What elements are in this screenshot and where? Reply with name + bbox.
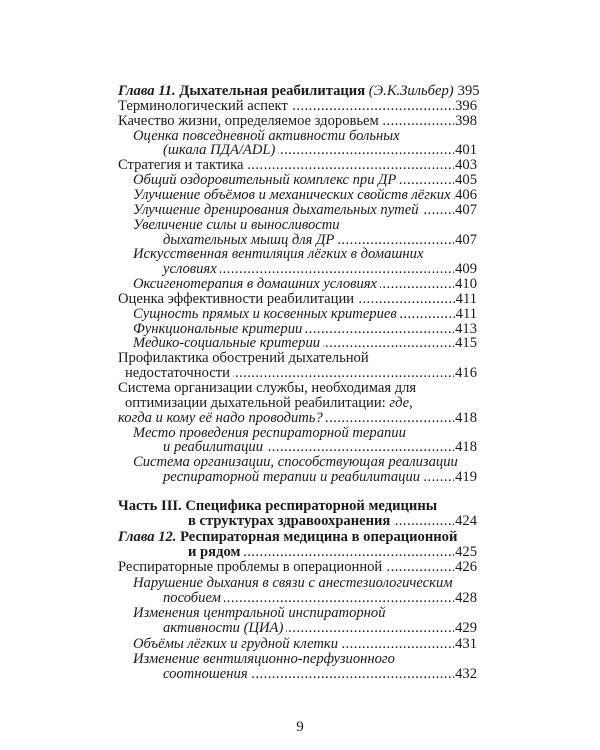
toc-entry-title bbox=[118, 560, 382, 575]
toc-entry-title bbox=[163, 262, 217, 277]
toc-entry-continuation bbox=[0, 411, 477, 426]
toc-text-segment: дыхательных мышц для ДР bbox=[163, 231, 335, 248]
toc-text-segment: Медико-социальные критерии bbox=[133, 335, 321, 352]
toc-text-segment: и реабилитации bbox=[163, 439, 264, 456]
toc-page-number: 411 bbox=[455, 290, 477, 307]
toc-page-number: 419 bbox=[455, 469, 477, 486]
toc-text-segment: Оксигенотерапия в домашних условиях bbox=[133, 276, 378, 293]
dot-leader bbox=[233, 366, 454, 381]
toc-text-segment: Стратегия и тактика bbox=[118, 157, 244, 174]
toc-entry-title bbox=[125, 396, 413, 411]
toc-text-segment: Профилактика обострений дыхательной bbox=[118, 350, 369, 367]
toc-entry bbox=[0, 158, 477, 173]
dot-leader bbox=[385, 560, 454, 575]
toc-text-segment: Изменения центральной инспираторной bbox=[133, 605, 386, 622]
toc-entry bbox=[0, 336, 477, 351]
toc-entry-title bbox=[163, 440, 263, 455]
toc-page-number: 425 bbox=[455, 543, 477, 560]
dot-leader bbox=[393, 514, 454, 529]
toc-entry-continuation bbox=[0, 514, 477, 529]
dot-leader bbox=[382, 114, 454, 129]
toc-text-segment: Респираторная медицина в операционной bbox=[176, 528, 458, 545]
dot-leader bbox=[278, 143, 454, 158]
toc-page-number: 416 bbox=[455, 365, 477, 382]
toc-entry-title bbox=[163, 470, 420, 485]
toc-text-segment: Качество жизни, определяемое здоровьем bbox=[118, 112, 379, 129]
toc-page-number: 396 bbox=[455, 97, 477, 114]
dot-leader bbox=[246, 158, 454, 173]
dot-leader bbox=[305, 322, 454, 337]
toc-entry-title bbox=[118, 99, 288, 114]
toc-entry-continuation bbox=[0, 262, 477, 277]
dot-leader bbox=[220, 262, 454, 277]
toc-entry bbox=[0, 218, 477, 233]
toc-entry bbox=[0, 381, 477, 396]
toc-text-segment: Искусственная вентиляция лёгких в домашних bbox=[133, 246, 424, 263]
toc-text-segment: когда и кому её надо проводить? bbox=[118, 409, 323, 426]
toc-text-segment: Дыхательная реабилитация bbox=[175, 83, 369, 99]
toc-entry bbox=[0, 83, 480, 99]
toc-text-segment: (шкала ПДА/ADL) bbox=[163, 142, 276, 159]
toc-entry-continuation bbox=[0, 233, 477, 248]
toc-text-segment: оптимизации дыхательной реабилитации: bbox=[125, 394, 390, 411]
dot-leader bbox=[423, 470, 454, 485]
dot-leader bbox=[291, 99, 454, 114]
toc-page-number: 407 bbox=[455, 231, 477, 248]
toc-entry bbox=[0, 652, 477, 667]
toc-entry bbox=[0, 247, 477, 262]
toc-text-segment: (Э.К.Зильбер) bbox=[368, 83, 454, 99]
toc-text-segment: недостаточности bbox=[125, 365, 230, 382]
toc-entry-title bbox=[133, 203, 419, 218]
toc-text-segment: Нарушение дыхания в связи с анестезиологическим bbox=[133, 574, 453, 591]
dot-leader bbox=[224, 591, 454, 606]
toc-entry bbox=[0, 322, 477, 337]
toc-entry-title bbox=[163, 621, 283, 636]
toc-entry bbox=[0, 114, 477, 129]
toc-text-segment: Респираторные проблемы в операционной bbox=[118, 559, 383, 576]
toc-entry-continuation bbox=[0, 396, 477, 411]
toc-entry-continuation bbox=[0, 667, 477, 682]
toc-text-segment: Часть III. Специфика респираторной медицины bbox=[118, 498, 438, 514]
toc-text-segment: Место проведения респираторной терапии bbox=[133, 424, 406, 441]
toc-entry-title bbox=[133, 652, 395, 667]
toc-entry-title bbox=[133, 173, 396, 188]
toc-entry bbox=[0, 530, 477, 545]
toc-entry-title bbox=[163, 667, 248, 682]
toc-text-segment: соотношения bbox=[163, 666, 248, 683]
toc-entry bbox=[0, 576, 477, 591]
toc-text-segment: Система организации, способствующая реализации bbox=[133, 454, 458, 471]
toc-text-segment: Оценка повседневной активности больных bbox=[133, 127, 400, 144]
toc-text-segment: Изменение вентиляционно-перфузионного bbox=[133, 651, 395, 667]
dot-leader bbox=[400, 307, 455, 322]
page-number: 9 bbox=[296, 719, 304, 735]
toc-entry-title bbox=[133, 637, 338, 652]
dot-leader bbox=[243, 545, 454, 560]
toc-page-number: 432 bbox=[455, 666, 477, 683]
toc-page-number: 395 bbox=[457, 83, 480, 99]
toc-page-number: 429 bbox=[455, 620, 477, 637]
toc-text-segment: Система организации службы, необходимая для bbox=[118, 380, 417, 396]
toc-page-number: 406 bbox=[455, 186, 477, 203]
toc-text-segment: Функциональные критерии bbox=[133, 320, 303, 337]
dot-leader bbox=[380, 277, 454, 292]
toc-page-number: 401 bbox=[455, 142, 477, 159]
dot-leader bbox=[266, 440, 454, 455]
toc-entry bbox=[0, 637, 477, 652]
dot-leader bbox=[341, 637, 454, 652]
toc-entry-title bbox=[118, 499, 437, 514]
toc-text-segment: Глава 12. bbox=[118, 528, 177, 545]
dot-leader bbox=[454, 188, 455, 203]
toc-entry-title bbox=[188, 514, 390, 529]
toc-entry bbox=[0, 426, 477, 441]
dot-leader bbox=[326, 411, 454, 426]
toc-text-segment: респираторной терапии и реабилитации bbox=[163, 469, 421, 486]
toc-entry-title bbox=[133, 426, 406, 441]
toc-entry-title bbox=[163, 591, 221, 606]
toc-entry-continuation bbox=[0, 440, 477, 455]
toc-entry-title bbox=[118, 114, 379, 129]
toc-entry-title bbox=[133, 576, 453, 591]
toc-entry bbox=[0, 606, 477, 621]
toc-entry bbox=[0, 560, 477, 575]
toc-page-number: 405 bbox=[455, 172, 477, 189]
toc-entry-title bbox=[188, 545, 240, 560]
toc-entry bbox=[0, 188, 477, 203]
toc-page-number: 407 bbox=[455, 201, 477, 218]
toc-entry-continuation bbox=[0, 366, 477, 381]
toc-entry-title bbox=[118, 292, 354, 307]
toc-entry-title bbox=[118, 530, 457, 545]
toc-entry-title bbox=[133, 322, 302, 337]
toc-page-number: 413 bbox=[455, 320, 477, 337]
toc-entry bbox=[0, 292, 477, 307]
toc-page-number: 424 bbox=[455, 513, 477, 530]
toc-text-segment: активности (ЦИА) bbox=[163, 620, 284, 637]
toc-entry-title bbox=[133, 218, 340, 233]
toc-entry-title bbox=[133, 455, 458, 470]
dot-leader bbox=[337, 233, 454, 248]
dot-leader bbox=[357, 292, 455, 307]
toc-text-segment: пособием bbox=[163, 589, 221, 606]
toc-text-segment: Сущность прямых и косвенных критериев bbox=[133, 305, 397, 322]
dot-leader bbox=[399, 173, 454, 188]
toc-entry-title bbox=[133, 336, 320, 351]
toc-entry-title bbox=[133, 277, 377, 292]
toc-page-number: 411 bbox=[455, 305, 477, 322]
toc-page-number: 418 bbox=[455, 409, 477, 426]
toc-text-segment: условиях bbox=[163, 261, 217, 278]
dot-leader bbox=[422, 203, 455, 218]
toc-entry bbox=[0, 99, 477, 114]
toc-entry bbox=[0, 129, 477, 144]
toc-text-segment: в структурах здравоохранения bbox=[188, 513, 391, 530]
toc-text-segment: Улучшение объёмов и механических свойств лёгких bbox=[133, 186, 451, 203]
toc-entry-title bbox=[163, 233, 334, 248]
toc-entry-continuation bbox=[0, 545, 477, 560]
dot-leader bbox=[286, 621, 454, 636]
toc-entry-title bbox=[118, 411, 323, 426]
toc-entry-title bbox=[133, 307, 397, 322]
toc-page-number: 415 bbox=[455, 335, 477, 352]
toc-entry bbox=[0, 203, 477, 218]
toc-text-segment: Улучшение дренирования дыхательных путей bbox=[133, 201, 419, 218]
toc-page-number: 398 bbox=[455, 112, 477, 129]
toc-entry-title bbox=[133, 188, 451, 203]
toc-page-number: 431 bbox=[455, 635, 477, 652]
toc-entry-title bbox=[118, 381, 416, 396]
toc-entry-title bbox=[163, 143, 275, 158]
toc-entry bbox=[0, 351, 477, 366]
toc-text-segment: Терминологический аспект bbox=[118, 97, 288, 114]
toc-text-segment: Увеличение силы и выносливости bbox=[133, 216, 340, 233]
toc-entry-continuation bbox=[0, 470, 477, 485]
dot-leader bbox=[251, 667, 455, 682]
toc-entry bbox=[0, 173, 477, 188]
toc-page-number: 428 bbox=[455, 589, 477, 606]
toc-entry-continuation bbox=[0, 591, 477, 606]
toc-text-segment: Объёмы лёгких и грудной клетки bbox=[133, 635, 339, 652]
toc-entry-title bbox=[133, 247, 423, 262]
toc-entry-title bbox=[125, 366, 230, 381]
toc-text-segment: Оценка эффективности реабилитации bbox=[118, 290, 355, 307]
toc-text-segment: Глава 11. bbox=[118, 83, 176, 99]
toc-page-number: 403 bbox=[455, 157, 477, 174]
toc-page-number: 409 bbox=[455, 261, 477, 278]
toc-page-number: 410 bbox=[455, 276, 477, 293]
toc-entry-continuation bbox=[0, 621, 477, 636]
toc-entry-title bbox=[118, 351, 369, 366]
toc-entry bbox=[0, 455, 477, 470]
toc-text-segment: и рядом bbox=[188, 543, 241, 560]
toc-entry-title bbox=[133, 129, 400, 144]
toc-page-number: 426 bbox=[455, 559, 477, 576]
toc-text-segment: Общий оздоровительный комплекс при ДР bbox=[133, 172, 397, 189]
dot-leader bbox=[323, 336, 454, 351]
toc-page-number: 418 bbox=[455, 439, 477, 456]
toc-entry-title bbox=[133, 606, 386, 621]
toc-entry-title bbox=[118, 84, 454, 99]
toc-entry-title bbox=[118, 158, 243, 173]
toc-entry bbox=[0, 307, 477, 322]
toc-entry-continuation bbox=[0, 143, 477, 158]
toc-entry bbox=[0, 277, 477, 292]
toc-entry bbox=[0, 499, 477, 514]
toc-text-segment: где, bbox=[389, 394, 413, 411]
